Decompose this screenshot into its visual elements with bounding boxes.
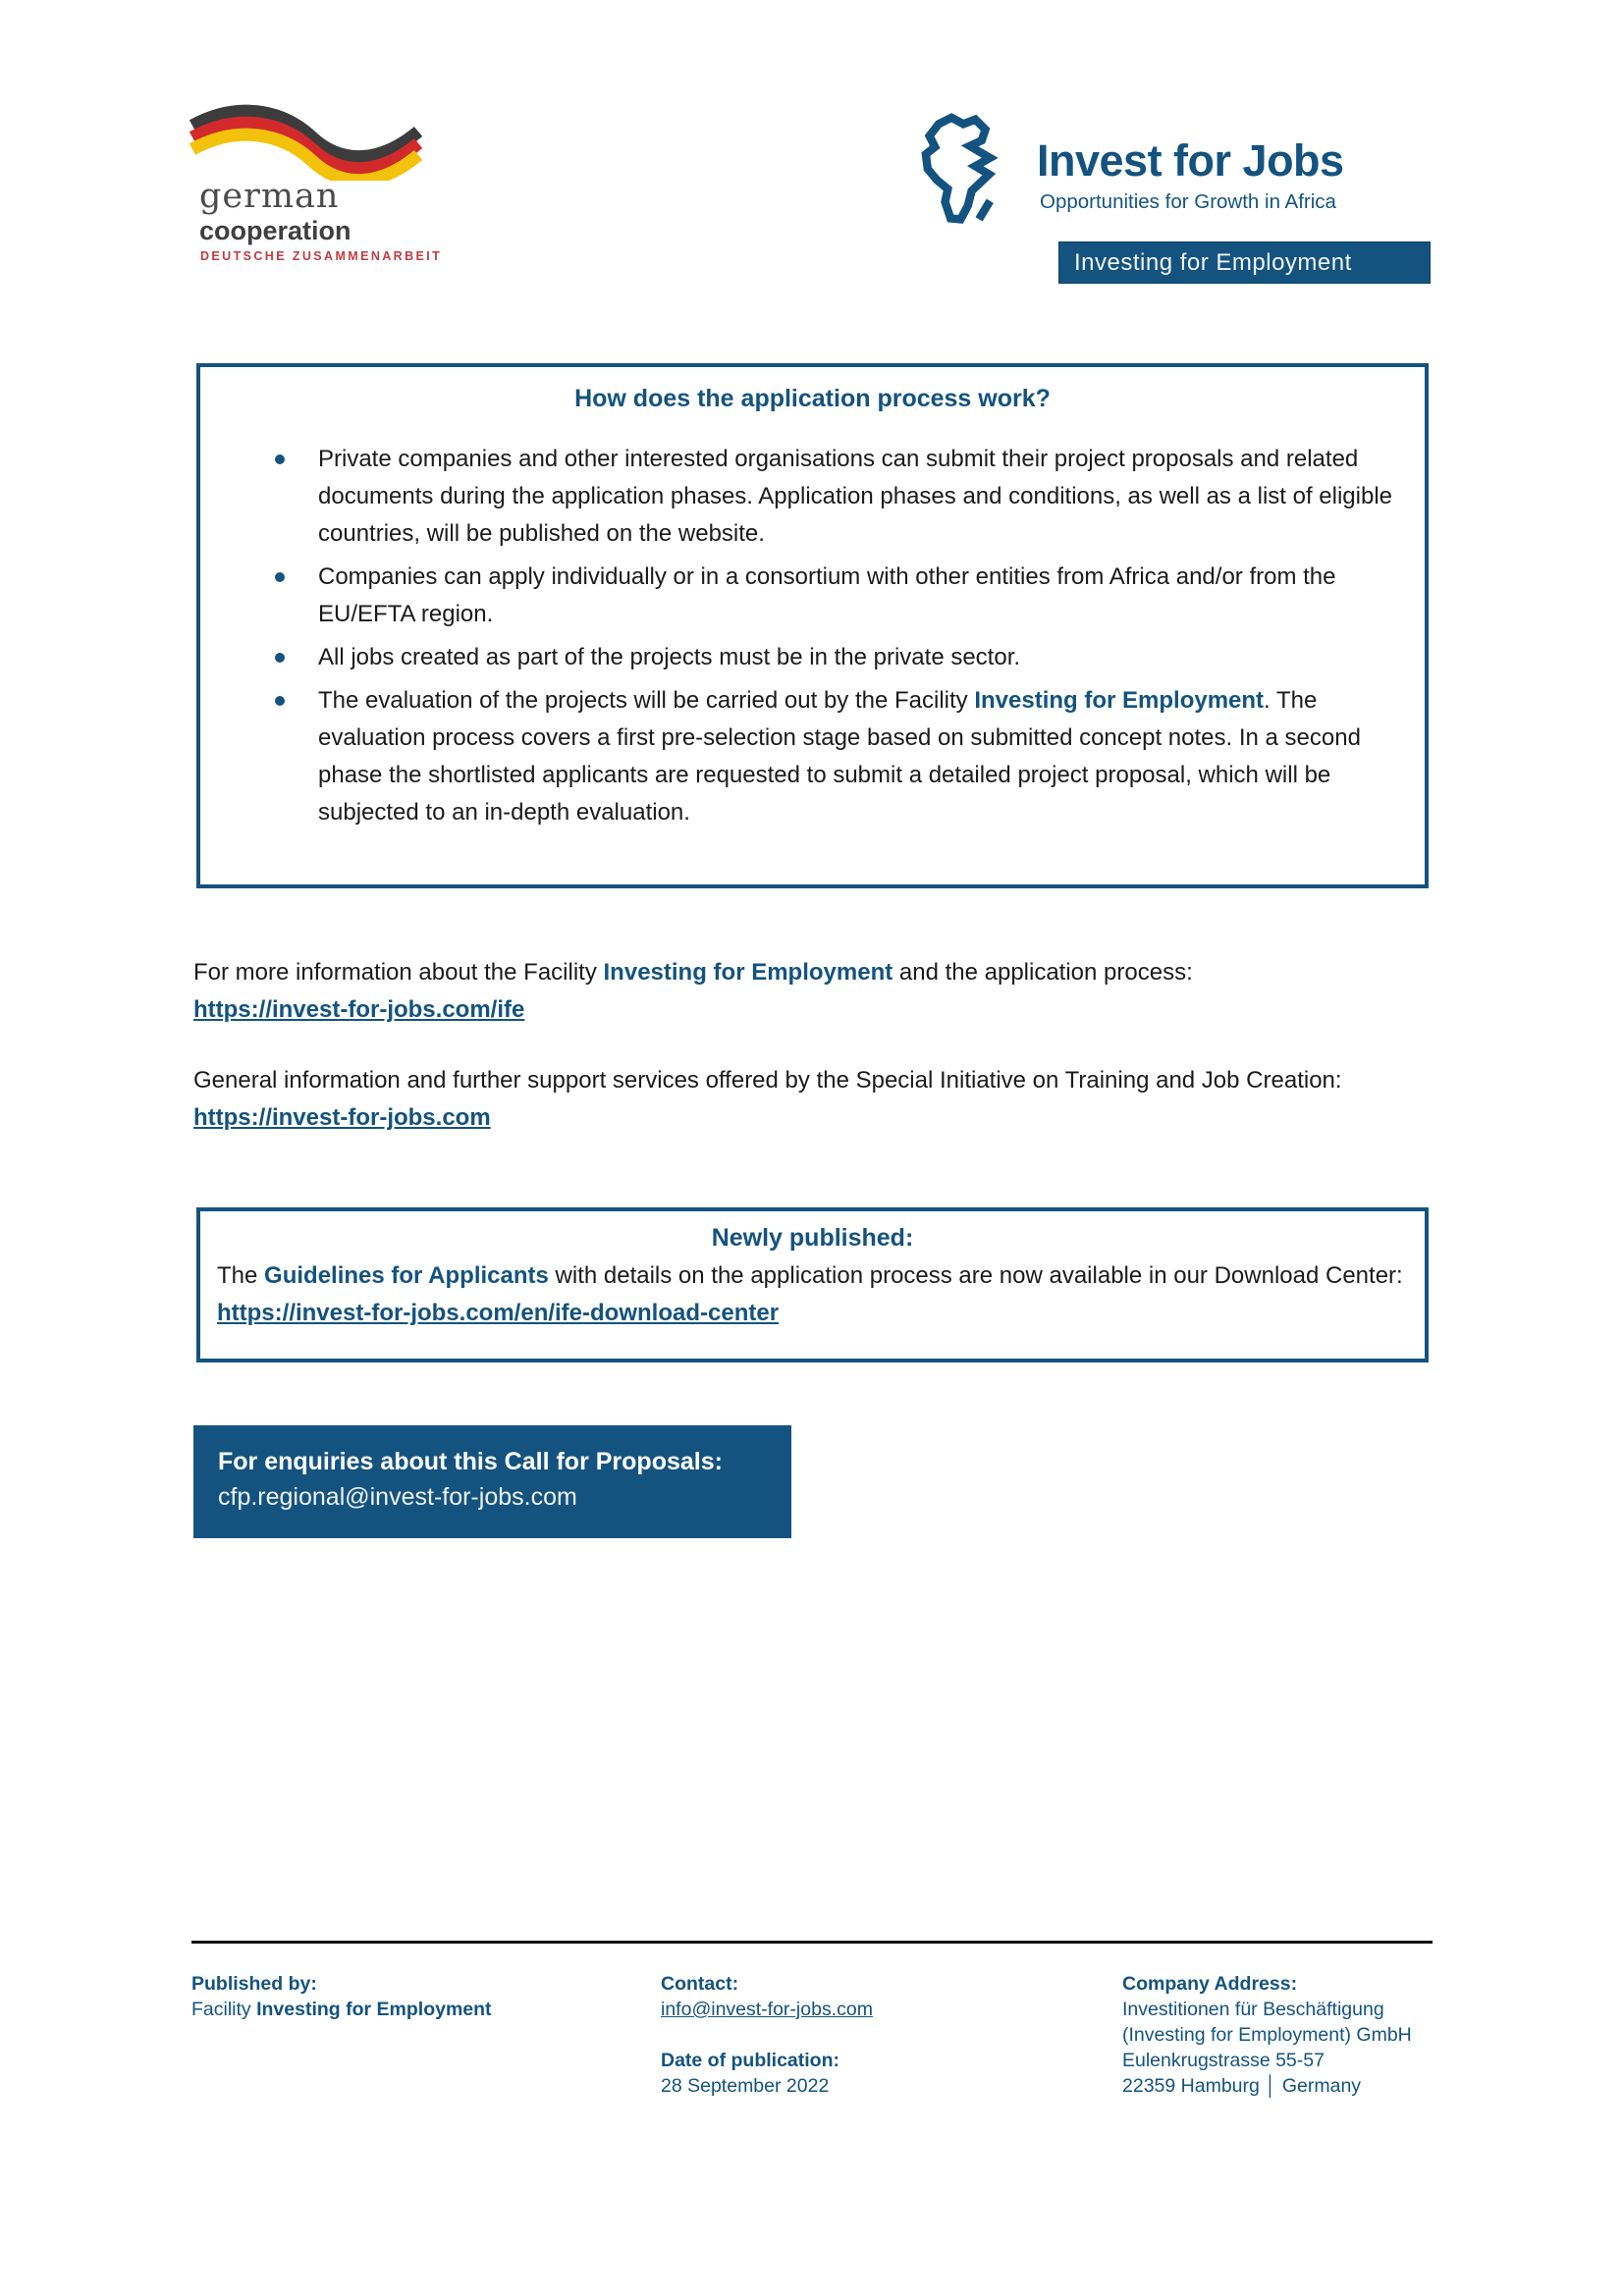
enquiries-title: For enquiries about this Call for Proposals: <box>218 1448 723 1475</box>
publication-date-value: 28 September 2022 <box>661 2075 830 2097</box>
text-segment: The evaluation of the projects will be carried out by the Facility <box>318 687 975 714</box>
contact-email-link[interactable]: info@invest-for-jobs.com <box>661 1999 873 2020</box>
bullet-item <box>318 639 1413 676</box>
inline-link[interactable]: https://invest-for-jobs.com <box>193 1104 491 1131</box>
text-segment: . The evaluation process covers a first pre-selection stage based on submitted concept notes. In a second phase the shortlisted applicants are requested to submit a detailed project proposal, which will be subjected to an in-depth evaluation. <box>318 687 1361 826</box>
newly-published-body <box>217 1257 1411 1332</box>
address-line: Investitionen für Beschäftigung <box>1122 1999 1384 2020</box>
emphasis-text: Investing for Employment <box>974 687 1265 714</box>
footer-divider <box>191 1941 1433 1944</box>
text-segment: with details on the application process are now available in our Download Center: <box>548 1262 1403 1289</box>
bullet-item <box>318 682 1413 831</box>
address-line: (Investing for Employment) GmbH <box>1122 2024 1412 2046</box>
more-information-paragraph <box>193 954 1429 1029</box>
enquiries-box <box>193 1425 791 1538</box>
emphasis-text: Guidelines for Applicants <box>264 1262 549 1289</box>
german-wordmark: german <box>199 177 340 216</box>
german-flag-ribbon-icon <box>187 102 422 181</box>
bullet-item <box>318 441 1413 553</box>
banner-label: Investing for Employment <box>1074 249 1352 276</box>
application-process-box <box>196 363 1429 888</box>
footer-published-by <box>191 1971 623 2022</box>
ife-link[interactable]: https://invest-for-jobs.com/ife <box>193 996 525 1023</box>
newly-published-title: Newly published: <box>711 1224 914 1252</box>
inline-link[interactable]: https://invest-for-jobs.com/en/ife-download-center <box>217 1300 780 1326</box>
address-line: 22359 Hamburg │ Germany <box>1122 2075 1362 2097</box>
company-address-label: Company Address: <box>1122 1973 1298 1995</box>
footer-contact <box>661 1971 1083 2099</box>
cooperation-wordmark: cooperation <box>199 216 352 245</box>
invest-for-jobs-subtitle: Opportunities for Growth in Africa <box>1040 190 1336 213</box>
address-line: Eulenkrugstrasse 55-57 <box>1122 2050 1325 2071</box>
africa-outline-icon <box>911 110 1021 230</box>
published-by-label: Published by: <box>191 1973 317 1995</box>
general-information-paragraph <box>193 1062 1429 1137</box>
text-segment: Private companies and other interested organisations can submit their project proposals and related documents during the application phases. Application phases and conditions, as well as a list of eligible countries, will be published on the website. <box>318 446 1393 547</box>
process-bullet-list <box>200 441 1405 831</box>
text-segment: General information and further support services offered by the Special Initiative on Training and Job Creation: <box>193 1067 1342 1094</box>
text-segment: Facility <box>191 1999 257 2020</box>
investing-for-employment-banner <box>1058 241 1431 284</box>
text-segment: and the application process: <box>893 959 1193 986</box>
emphasis-text: Investing for Employment <box>256 1999 492 2020</box>
text-segment: For more information about the Facility <box>193 959 604 986</box>
emphasis-text: Investing for Employment <box>603 959 893 986</box>
contact-label: Contact: <box>661 1973 739 1995</box>
published-by-value <box>191 1997 623 2022</box>
bullet-item <box>318 559 1413 633</box>
publication-date-label: Date of publication: <box>661 2050 839 2071</box>
newly-published-box <box>196 1207 1429 1362</box>
text-segment: Companies can apply individually or in a consortium with other entities from Africa and/or from the EU/EFTA region. <box>318 563 1336 627</box>
deutsche-zusammenarbeit-tagline: DEUTSCHE ZUSAMMENARBEIT <box>200 249 443 263</box>
footer-company-address <box>1122 1971 1476 2099</box>
process-box-title: How does the application process work? <box>574 385 1051 412</box>
more-information-text <box>193 954 1429 991</box>
text-segment: The <box>217 1262 265 1289</box>
footer-spacer <box>661 2022 1083 2048</box>
text-segment: All jobs created as part of the projects must be in the private sector. <box>318 644 1021 670</box>
enquiries-email-link[interactable]: cfp.regional@invest-for-jobs.com <box>218 1483 577 1511</box>
invest-for-jobs-title: Invest for Jobs <box>1037 135 1344 186</box>
